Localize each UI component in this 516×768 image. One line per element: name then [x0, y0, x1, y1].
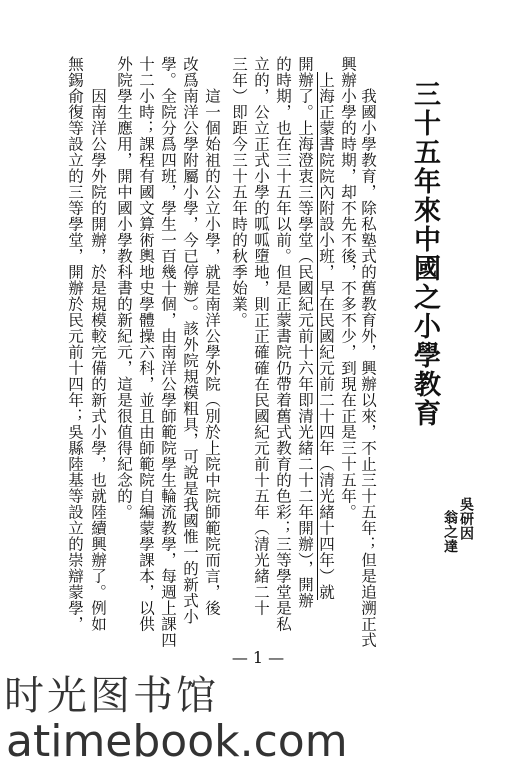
text-column-11: 十二小時；課程有國文算術輿地史學體操六科，並且由師範院自編蒙學課本，以供 — [137, 56, 155, 632]
text-column-9: 改爲南洋公學附屬小學，今已停辦）。該外院規模粗具，可說是我國惟一的新式小 — [181, 56, 199, 625]
text-column-13: 因南洋公學外院的開辦，於是規模較完備的新式小學，也就陸續興辦了。例如 — [89, 88, 107, 632]
text-column-2: 興辦小學的時期，却不先不後，不多不少，到現在正是三十五年。 — [339, 56, 357, 520]
text-column-5: 的時期，也在三十五年以前。但是正蒙書院仍帶着舊式教育的色彩；三等學堂是私 — [274, 56, 292, 632]
text-column-10: 學。全院分爲四班，學生一百幾十個，由南洋公學師範院學生輪流教學，每週上課四 — [159, 56, 177, 648]
watermark-chinese: 时光图书馆 — [4, 673, 219, 719]
text-column-8: 這一個始祖的公立小學，就是南洋公學外院（別於上院中院師範院而言，後 — [203, 88, 221, 616]
text-column-14: 無錫俞復等設立的三等學堂，開辦於民元前十四年；吳縣陸基等設立的崇辯蒙學， — [66, 56, 84, 632]
author-name-top: 吳研因 — [458, 497, 474, 541]
text-column-7: 三年）即距今三十五年時的秋季始業。 — [230, 56, 248, 328]
text-column-4: 開辦了。上海澄衷三等學堂（民國紀元前十六年即清光緒二十二年開辦），開辦 — [296, 56, 314, 609]
article-title: 三十五年來中國之小學教育 — [409, 80, 440, 428]
page-number: — 1 — — [231, 648, 285, 667]
text-column-12: 外院學生應用，開中國小學教科書的新紀元，這是很值得紀念的。 — [115, 56, 133, 520]
watermark-url: atimebook.com — [6, 716, 348, 767]
text-column-6: 立的，公立正式小學的呱呱墮地，則正正確確在民國紀元前十五年（清光緒二十 — [252, 56, 270, 616]
text-column-3: 上海正蒙書院院內附設小班，早在民國紀元前二十四年（清光緒十四年）就 — [317, 72, 335, 600]
author-name-bottom: 翁之達 — [442, 510, 458, 554]
text-column-1: 我國小學教育，除私塾式的舊教育外，興辦以來，不止三十五年；但是追溯正式 — [359, 88, 377, 648]
